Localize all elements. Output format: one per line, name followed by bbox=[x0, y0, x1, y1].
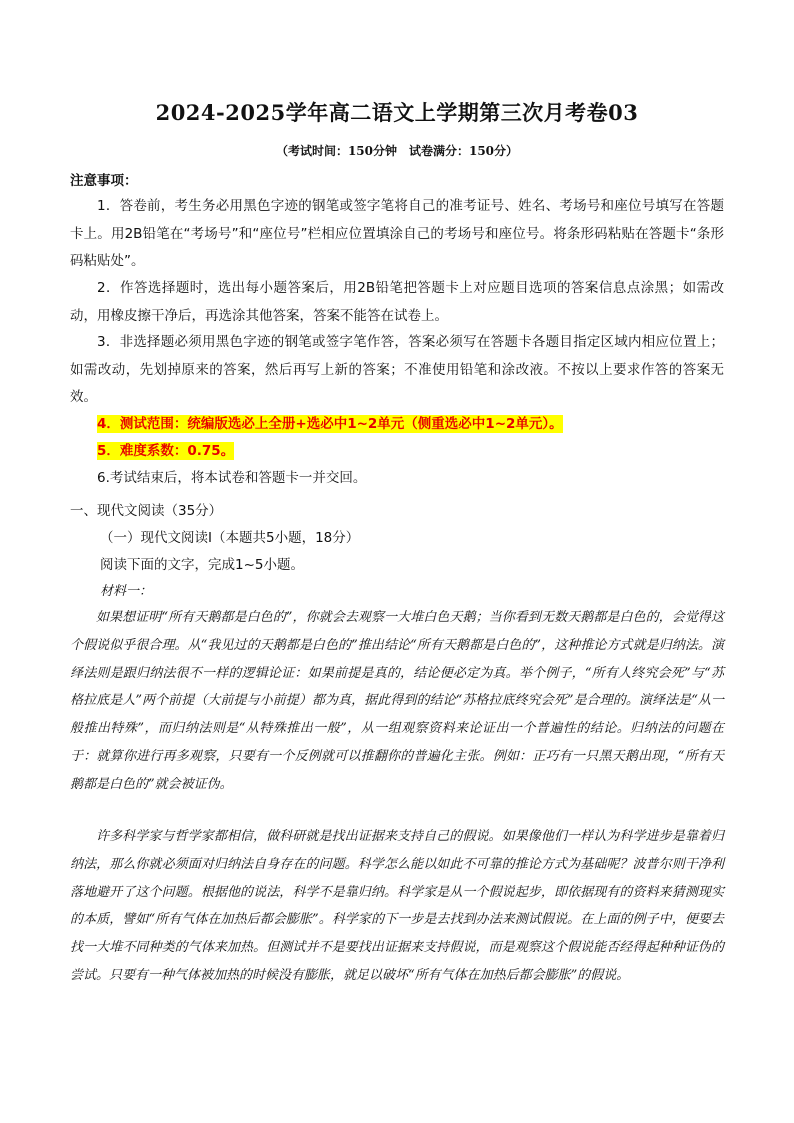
material-label: 材料一： bbox=[100, 584, 153, 599]
sub-heading: （一）现代文阅读Ⅰ（本题共5小题，18分） bbox=[100, 530, 360, 546]
exam-info: （考试时间：150分钟 试卷满分：150分） bbox=[275, 144, 519, 158]
part-heading: 一、现代文阅读（35分） bbox=[70, 503, 223, 519]
notice-item-3: 3．非选择题必须用黑色字迹的钢笔或签字笔作答，答案必须写在答题卡各题目指定区域内相应位置上；如需改动，先划掉原来的答案，然后再写上新的答案；不准使用铅笔和涂改液。不按以上要求作答的答案无效。 bbox=[70, 334, 724, 405]
notice-item-4 bbox=[70, 411, 724, 439]
notice-item-5-highlight: 5．难度系数：0.75。 bbox=[97, 443, 235, 459]
notice-heading: 注意事项： bbox=[70, 173, 138, 189]
notice-item-2: 2．作答选择题时，选出每小题答案后，用2B铅笔把答题卡上对应题目选项的答案信息点涂黑；如需改动，用橡皮擦干净后，再选涂其他答案，答案不能答在试卷上。 bbox=[70, 280, 724, 324]
notice-item-5 bbox=[70, 438, 724, 466]
material-paragraph-2: 许多科学家与哲学家都相信，做科研就是找出证据来支持自己的假说。如果像他们一样认为科学进步是靠着归纳法，那么你就必须面对归纳法自身存在的问题。科学怎么能以如此不可靠的推论方式为基础呢？波普尔则干净利落地避开了这个问题。根据他的说法，科学不是靠归纳。科学家是从一个假说起步，即依据现有的资料来猜测现实的本质，譬如“所有气体在加热后都会膨胀”。科学家的下一步是去找到办法来测试假说。在上面的例子中，便要去找一大堆不同种类的气体来加热。但测试并不是要找出证据来支持假说，而是观察这个假说能否经得起种种证伪的尝试。只要有一种气体被加热的时候没有膨胀，就足以破坏“所有气体在加热后都会膨胀”的假说。 bbox=[70, 829, 724, 983]
notice-item-6: 6.考试结束后，将本试卷和答题卡一并交回。 bbox=[97, 470, 367, 486]
instruction: 阅读下面的文字，完成1~5小题。 bbox=[100, 557, 304, 573]
notice-item-1: 1．答卷前，考生务必用黑色字迹的钢笔或签字笔将自己的准考证号、姓名、考场号和座位号填写在答题卡上。用2B铅笔在“考场号”和“座位号”栏相应位置填涂自己的考场号和座位号。将条形码粘贴在答题卡“条形码粘贴处”。 bbox=[70, 198, 724, 269]
material-paragraph-1: 如果想证明“所有天鹅都是白色的”，你就会去观察一大堆白色天鹅；当你看到无数天鹅都是白色的，会觉得这个假说似乎很合理。从“我见过的天鹅都是白色的”推出结论“所有天鹅都是白色的”，这种推论方式就是归纳法。演绎法则是跟归纳法很不一样的逻辑论证：如果前提是真的，结论便必定为真。举个例子，“所有人终究会死”与“苏格拉底是人”两个前提（大前提与小前提）都为真，据此得到的结论“苏格拉底终究会死”是合理的。演绎法是“从一般推出特殊”，而归纳法则是“从特殊推出一般”，从一组观察资料来论证出一个普遍性的结论。归纳法的问题在于：就算你进行再多观察，只要有一个反例就可以推翻你的普遍化主张。例如：正巧有一只黑天鹅出现，“所有天鹅都是白色的”就会被证伪。 bbox=[70, 610, 724, 792]
page-title: 2024-2025学年高二语文上学期第三次月考卷03 bbox=[155, 100, 639, 125]
notice-item-4-highlight: 4．测试范围：统编版选必上全册+选必中1~2单元（侧重选必中1~2单元）。 bbox=[97, 416, 563, 432]
